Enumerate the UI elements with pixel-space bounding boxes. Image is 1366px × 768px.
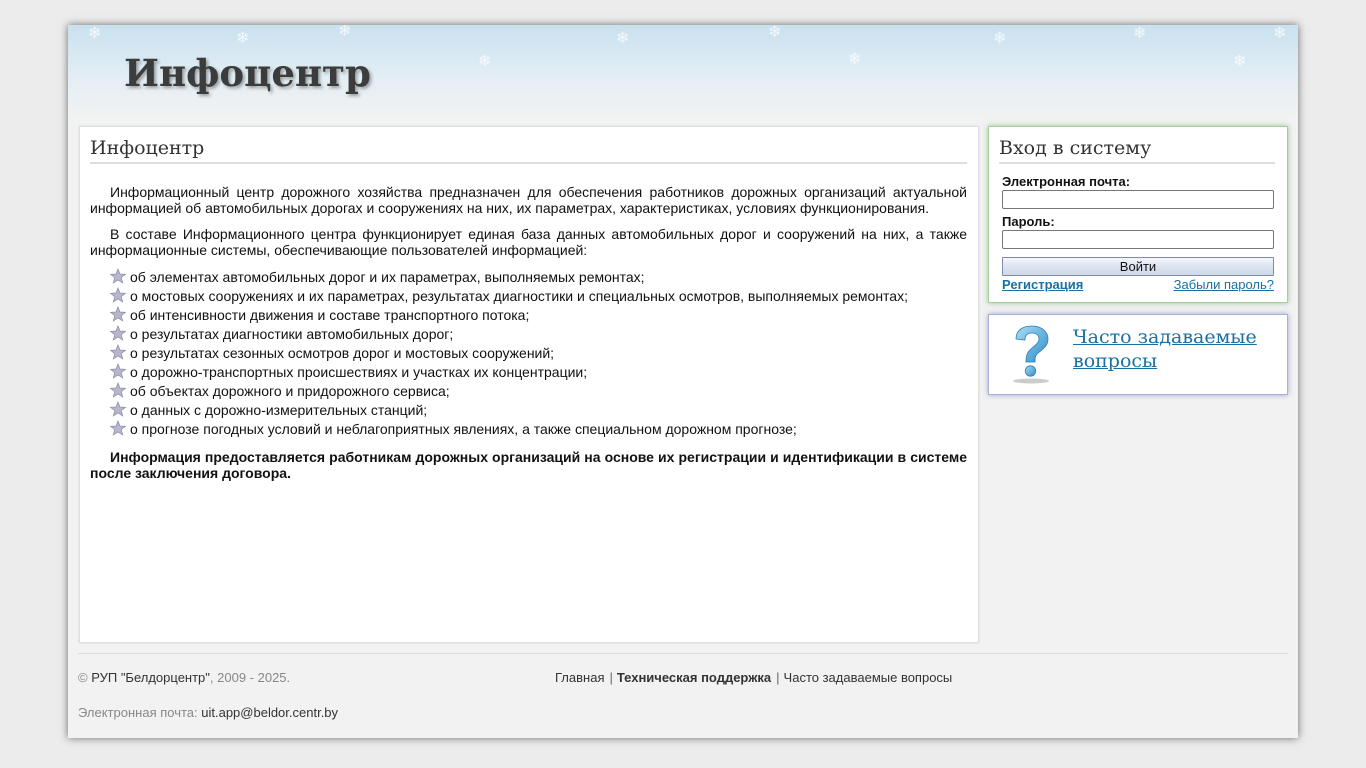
- snowflake-decoration: ❄: [993, 30, 1007, 47]
- star-bullet-icon: [110, 401, 126, 417]
- star-bullet-icon: [110, 344, 126, 360]
- faq-panel: [988, 314, 1288, 395]
- footer-copyright: [78, 670, 290, 685]
- snowflake-decoration: ❄: [1133, 25, 1147, 42]
- star-bullet-icon: [110, 382, 126, 398]
- main-content: [79, 126, 979, 643]
- star-bullet-icon: [110, 363, 126, 379]
- site-header: [68, 25, 1298, 120]
- star-bullet-icon: [110, 287, 126, 303]
- faq-link[interactable]: Часто задаваемые вопросы: [1073, 326, 1257, 372]
- list-item: о данных с дорожно-измерительных станций;: [110, 401, 967, 420]
- copyright-symbol: ©: [78, 670, 88, 685]
- snowflake-decoration: ❄: [478, 53, 492, 70]
- snowflake-decoration: ❄: [1273, 25, 1287, 42]
- footer-separator: |: [609, 670, 613, 685]
- email-label: Электронная почта:: [1002, 174, 1131, 189]
- footer-home-link[interactable]: Главная: [555, 670, 605, 685]
- password-label: Пароль:: [1002, 214, 1055, 229]
- copyright-years: , 2009 - 2025.: [209, 670, 291, 685]
- footer-faq-link[interactable]: Часто задаваемые вопросы: [783, 670, 953, 685]
- access-note: Информация предоставляется работникам дорожных организаций на основе их регистрации и идентификации в системе после заключения договора.: [90, 449, 967, 481]
- register-link[interactable]: Регистрация: [1002, 277, 1084, 292]
- composition-paragraph: В составе Информационного центра функционирует единая база данных автомобильных дорог и сооружений на них, а также информационные системы, обеспечивающие пользователей информацией:: [90, 226, 967, 258]
- star-bullet-icon: [110, 325, 126, 341]
- list-item: об элементах автомобильных дорог и их параметрах, выполняемых ремонтах;: [110, 268, 967, 287]
- list-item: о прогнозе погодных условий и неблагоприятных явлениях, а также специальном дорожном прогнозе;: [110, 420, 967, 439]
- star-bullet-icon: [110, 306, 126, 322]
- snowflake-decoration: ❄: [1233, 53, 1247, 70]
- question-mark-icon: [1011, 325, 1053, 385]
- snowflake-decoration: ❄: [848, 51, 862, 68]
- page-container: [68, 25, 1298, 738]
- star-bullet-icon: [110, 268, 126, 284]
- list-item: о результатах диагностики автомобильных дорог;: [110, 325, 967, 344]
- info-systems-list: [90, 268, 967, 439]
- login-panel: [988, 126, 1288, 303]
- org-link[interactable]: РУП "Белдорцентр": [91, 670, 210, 685]
- snowflake-decoration: ❄: [236, 30, 250, 47]
- login-button[interactable]: Войти: [1002, 257, 1274, 276]
- star-bullet-icon: [110, 420, 126, 436]
- footer-nav: [555, 670, 952, 685]
- content-body: [90, 184, 967, 491]
- login-title: Вход в систему: [999, 137, 1275, 164]
- snowflake-decoration: ❄: [338, 25, 352, 40]
- snowflake-decoration: ❄: [768, 25, 782, 41]
- email-field[interactable]: [1002, 190, 1274, 209]
- list-item: об объектах дорожного и придорожного сервиса;: [110, 382, 967, 401]
- footer-support-link[interactable]: Техническая поддержка: [616, 670, 772, 685]
- footer-separator: |: [776, 670, 780, 685]
- list-item: о результатах сезонных осмотров дорог и мостовых сооружений;: [110, 344, 967, 363]
- list-item: об интенсивности движения и составе транспортного потока;: [110, 306, 967, 325]
- snowflake-decoration: ❄: [88, 25, 102, 42]
- footer-email-link[interactable]: uit.app@beldor.centr.by: [201, 705, 339, 720]
- snowflake-decoration: ❄: [616, 30, 630, 47]
- list-item: о дорожно-транспортных происшествиях и участках их концентрации;: [110, 363, 967, 382]
- forgot-password-link[interactable]: Забыли пароль?: [1173, 277, 1274, 292]
- page-title: Инфоцентр: [90, 137, 967, 164]
- footer-divider: [78, 653, 1288, 654]
- list-item: о мостовых сооружениях и их параметрах, результатах диагностики и специальных осмотров, выполняемых ремонтах;: [110, 287, 967, 306]
- footer-email-label: Электронная почта:: [78, 705, 198, 720]
- password-field[interactable]: [1002, 230, 1274, 249]
- footer-email: [78, 705, 338, 720]
- site-title: Инфоцентр: [124, 51, 371, 95]
- intro-paragraph: Информационный центр дорожного хозяйства предназначен для обеспечения работников дорожных организаций актуальной информацией об автомобильных дорогах и сооружениях на них, их параметрах, характеристиках, условиях функционирования.: [90, 184, 967, 216]
